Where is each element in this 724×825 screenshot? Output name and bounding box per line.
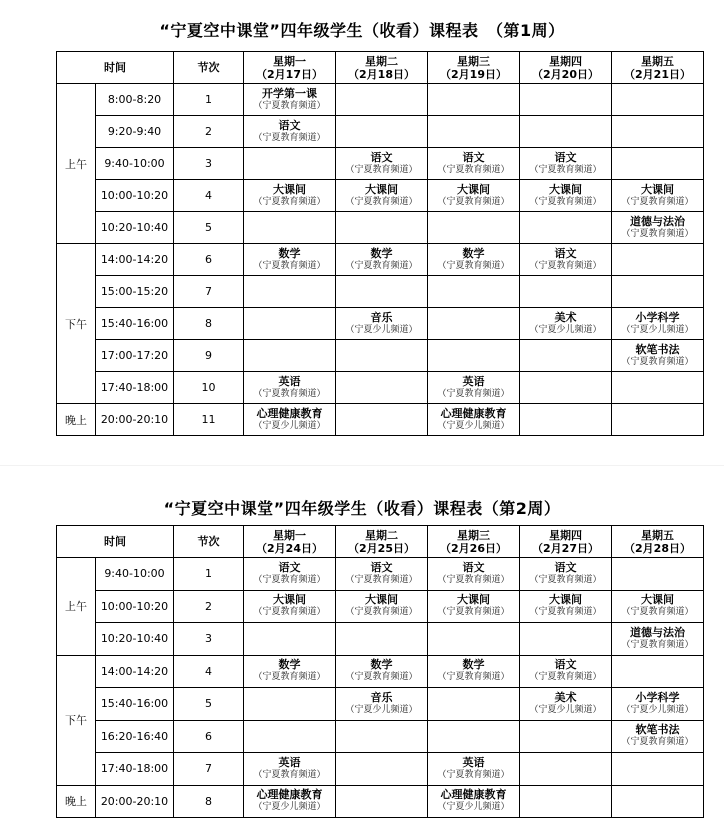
course-cell — [336, 308, 428, 340]
period-cell: 6 — [174, 720, 244, 753]
course-channel: （宁夏教育频道） — [253, 260, 326, 271]
session-label: 上午 — [57, 84, 96, 244]
day-date: （2月20日） — [532, 67, 599, 81]
week1-schedule-table — [56, 51, 704, 436]
course-channel: （宁夏教育频道） — [345, 574, 418, 585]
course-subject: 心理健康教育 — [440, 788, 507, 802]
course-subject: 心理健康教育 — [440, 406, 507, 420]
course-cell — [336, 720, 428, 753]
section-divider — [0, 465, 724, 466]
day-date: （2月21日） — [624, 67, 691, 81]
course-cell — [520, 84, 612, 116]
day-header — [520, 526, 612, 558]
course-channel: （宁夏教育频道） — [253, 769, 326, 780]
course-cell — [336, 340, 428, 372]
course-cell — [428, 655, 520, 688]
course-cell — [428, 688, 520, 721]
course-channel: （宁夏教育频道） — [253, 100, 326, 111]
course-subject: 数学 — [370, 246, 393, 260]
course-subject: 大课间 — [365, 182, 398, 196]
course-cell — [336, 276, 428, 308]
course-channel: （宁夏少儿频道） — [621, 324, 694, 335]
course-cell — [520, 340, 612, 372]
table-row — [57, 148, 704, 180]
course-cell — [428, 404, 520, 436]
course-subject: 软笔书法 — [635, 342, 680, 356]
course-channel: （宁夏教育频道） — [529, 574, 602, 585]
table-row — [57, 720, 704, 753]
day-header — [336, 52, 428, 84]
table-row — [57, 785, 704, 818]
course-cell — [244, 308, 336, 340]
course-cell — [428, 84, 520, 116]
course-subject: 英语 — [278, 755, 301, 769]
course-cell — [520, 244, 612, 276]
course-cell — [612, 244, 704, 276]
course-channel: （宁夏教育频道） — [253, 132, 326, 143]
course-cell — [244, 558, 336, 591]
course-cell — [428, 785, 520, 818]
course-cell — [428, 244, 520, 276]
course-cell — [428, 623, 520, 656]
course-subject: 语文 — [554, 150, 577, 164]
course-subject: 道德与法治 — [630, 625, 685, 639]
course-channel: （宁夏少儿频道） — [345, 704, 418, 715]
time-cell: 17:40-18:00 — [96, 753, 174, 786]
time-cell: 8:00-8:20 — [96, 84, 174, 116]
period-cell: 11 — [174, 404, 244, 436]
course-cell — [336, 753, 428, 786]
header-row — [57, 52, 704, 84]
period-cell: 4 — [174, 655, 244, 688]
table-row — [57, 212, 704, 244]
course-subject: 语文 — [554, 246, 577, 260]
course-cell — [244, 623, 336, 656]
day-name: 星期一 — [273, 528, 306, 542]
table-row — [57, 404, 704, 436]
period-cell: 5 — [174, 688, 244, 721]
course-cell — [244, 148, 336, 180]
table-row — [57, 276, 704, 308]
course-channel: （宁夏教育频道） — [345, 607, 418, 618]
day-header — [612, 52, 704, 84]
course-cell — [612, 785, 704, 818]
course-cell — [428, 212, 520, 244]
course-subject: 语文 — [370, 150, 393, 164]
course-channel: （宁夏教育频道） — [621, 737, 694, 748]
course-cell — [336, 655, 428, 688]
course-channel: （宁夏少儿频道） — [345, 324, 418, 335]
course-channel: （宁夏少儿频道） — [621, 704, 694, 715]
table-row — [57, 180, 704, 212]
period-cell: 5 — [174, 212, 244, 244]
course-channel: （宁夏教育频道） — [529, 672, 602, 683]
day-date: （2月27日） — [532, 541, 599, 555]
course-cell — [336, 785, 428, 818]
day-header — [244, 52, 336, 84]
course-cell — [612, 372, 704, 404]
course-cell — [612, 720, 704, 753]
course-cell — [428, 753, 520, 786]
course-subject: 数学 — [370, 658, 393, 672]
day-date: （2月18日） — [348, 67, 415, 81]
day-header — [336, 526, 428, 558]
course-cell — [244, 688, 336, 721]
course-cell — [428, 180, 520, 212]
day-name: 星期二 — [365, 528, 398, 542]
period-cell: 4 — [174, 180, 244, 212]
time-cell: 15:00-15:20 — [96, 276, 174, 308]
course-cell — [244, 180, 336, 212]
period-header: 节次 — [174, 52, 244, 84]
course-cell — [612, 180, 704, 212]
session-label: 上午 — [57, 558, 96, 656]
period-cell: 8 — [174, 785, 244, 818]
course-channel: （宁夏教育频道） — [345, 260, 418, 271]
time-cell: 15:40-16:00 — [96, 308, 174, 340]
course-channel: （宁夏教育频道） — [621, 607, 694, 618]
course-cell — [336, 372, 428, 404]
day-date: （2月28日） — [624, 541, 691, 555]
day-name: 星期四 — [549, 54, 582, 68]
course-cell — [428, 276, 520, 308]
day-date: （2月26日） — [440, 541, 507, 555]
course-channel: （宁夏教育频道） — [345, 672, 418, 683]
time-cell: 9:20-9:40 — [96, 116, 174, 148]
course-cell — [336, 148, 428, 180]
day-header — [244, 526, 336, 558]
course-subject: 道德与法治 — [630, 214, 685, 228]
period-cell: 6 — [174, 244, 244, 276]
course-channel: （宁夏教育频道） — [621, 356, 694, 367]
week2-title: “宁夏空中课堂”四年级学生（收看）课程表（第2周） — [163, 499, 561, 518]
course-cell — [520, 308, 612, 340]
course-cell — [244, 244, 336, 276]
header-row — [57, 526, 704, 558]
period-cell: 9 — [174, 340, 244, 372]
table-row — [57, 558, 704, 591]
course-cell — [520, 212, 612, 244]
course-channel: （宁夏教育频道） — [437, 164, 510, 175]
course-subject: 音乐 — [370, 310, 393, 324]
time-cell: 10:00-10:20 — [96, 590, 174, 623]
course-cell — [520, 720, 612, 753]
day-name: 星期三 — [457, 528, 490, 542]
course-channel: （宁夏教育频道） — [253, 672, 326, 683]
course-channel: （宁夏教育频道） — [621, 228, 694, 239]
course-channel: （宁夏少儿频道） — [253, 802, 326, 813]
course-channel: （宁夏教育频道） — [345, 196, 418, 207]
course-cell — [428, 148, 520, 180]
course-cell — [244, 116, 336, 148]
week2-schedule-table — [56, 525, 704, 818]
course-cell — [244, 753, 336, 786]
course-subject: 大课间 — [457, 182, 490, 196]
day-date: （2月25日） — [348, 541, 415, 555]
time-header: 时间 — [57, 52, 174, 84]
course-cell — [244, 212, 336, 244]
course-cell — [520, 558, 612, 591]
period-cell: 7 — [174, 753, 244, 786]
session-label: 下午 — [57, 244, 96, 404]
course-cell — [336, 590, 428, 623]
session-label: 晚上 — [57, 404, 96, 436]
course-channel: （宁夏少儿频道） — [437, 802, 510, 813]
session-label: 下午 — [57, 655, 96, 785]
period-cell: 8 — [174, 308, 244, 340]
course-cell — [520, 785, 612, 818]
course-subject: 大课间 — [457, 593, 490, 607]
course-subject: 音乐 — [370, 690, 393, 704]
table-row — [57, 372, 704, 404]
course-cell — [428, 116, 520, 148]
course-subject: 美术 — [554, 690, 577, 704]
course-subject: 数学 — [278, 658, 301, 672]
table-row — [57, 753, 704, 786]
course-cell — [612, 116, 704, 148]
course-cell — [520, 276, 612, 308]
course-cell — [520, 180, 612, 212]
time-cell: 10:00-10:20 — [96, 180, 174, 212]
course-channel: （宁夏教育频道） — [621, 639, 694, 650]
course-subject: 心理健康教育 — [256, 406, 323, 420]
course-subject: 开学第一课 — [262, 86, 317, 100]
time-cell: 20:00-20:10 — [96, 785, 174, 818]
day-date: （2月19日） — [440, 67, 507, 81]
week1-title: “宁夏空中课堂”四年级学生（收看）课程表 （第1周） — [159, 21, 565, 40]
course-channel: （宁夏教育频道） — [529, 164, 602, 175]
course-cell — [336, 623, 428, 656]
course-channel: （宁夏教育频道） — [529, 607, 602, 618]
course-cell — [244, 785, 336, 818]
course-subject: 语文 — [462, 560, 485, 574]
course-channel: （宁夏教育频道） — [621, 196, 694, 207]
time-cell: 17:40-18:00 — [96, 372, 174, 404]
course-cell — [612, 753, 704, 786]
time-cell: 9:40-10:00 — [96, 558, 174, 591]
course-subject: 语文 — [554, 658, 577, 672]
course-channel: （宁夏教育频道） — [437, 196, 510, 207]
course-cell — [612, 623, 704, 656]
course-channel: （宁夏教育频道） — [437, 672, 510, 683]
time-cell: 20:00-20:10 — [96, 404, 174, 436]
course-cell — [612, 590, 704, 623]
table-row — [57, 84, 704, 116]
period-cell: 10 — [174, 372, 244, 404]
course-cell — [336, 212, 428, 244]
table-row — [57, 308, 704, 340]
table-row — [57, 244, 704, 276]
time-cell: 10:20-10:40 — [96, 212, 174, 244]
course-cell — [520, 404, 612, 436]
course-cell — [336, 688, 428, 721]
period-cell: 3 — [174, 148, 244, 180]
time-cell: 14:00-14:20 — [96, 655, 174, 688]
day-name: 星期四 — [549, 528, 582, 542]
day-name: 星期一 — [273, 54, 306, 68]
course-cell — [520, 753, 612, 786]
time-header: 时间 — [57, 526, 174, 558]
course-channel: （宁夏教育频道） — [345, 164, 418, 175]
course-subject: 大课间 — [641, 182, 674, 196]
course-channel: （宁夏少儿频道） — [437, 420, 510, 431]
period-cell: 3 — [174, 623, 244, 656]
course-cell — [428, 308, 520, 340]
period-header: 节次 — [174, 526, 244, 558]
course-subject: 大课间 — [549, 182, 582, 196]
course-subject: 小学科学 — [635, 310, 680, 324]
course-cell — [612, 404, 704, 436]
course-subject: 大课间 — [549, 593, 582, 607]
course-cell — [244, 590, 336, 623]
course-subject: 数学 — [462, 658, 485, 672]
course-subject: 语文 — [554, 560, 577, 574]
course-cell — [428, 558, 520, 591]
course-subject: 语文 — [278, 118, 301, 132]
course-subject: 美术 — [554, 310, 577, 324]
course-subject: 语文 — [370, 560, 393, 574]
day-header — [612, 526, 704, 558]
course-channel: （宁夏教育频道） — [437, 607, 510, 618]
course-subject: 大课间 — [273, 593, 306, 607]
course-cell — [612, 276, 704, 308]
course-cell — [520, 623, 612, 656]
course-channel: （宁夏少儿频道） — [529, 704, 602, 715]
table-row — [57, 590, 704, 623]
course-cell — [244, 404, 336, 436]
course-channel: （宁夏教育频道） — [437, 574, 510, 585]
course-cell — [520, 590, 612, 623]
course-subject: 英语 — [278, 374, 301, 388]
course-cell — [520, 655, 612, 688]
course-cell — [244, 340, 336, 372]
session-label: 晚上 — [57, 785, 96, 818]
course-cell — [612, 148, 704, 180]
day-name: 星期五 — [641, 54, 674, 68]
course-channel: （宁夏教育频道） — [253, 607, 326, 618]
course-subject: 小学科学 — [635, 690, 680, 704]
course-channel: （宁夏教育频道） — [529, 260, 602, 271]
course-cell — [336, 404, 428, 436]
course-subject: 大课间 — [641, 593, 674, 607]
course-subject: 数学 — [462, 246, 485, 260]
course-channel: （宁夏教育频道） — [437, 769, 510, 780]
course-cell — [428, 720, 520, 753]
course-subject: 英语 — [462, 374, 485, 388]
course-subject: 大课间 — [365, 593, 398, 607]
course-cell — [244, 84, 336, 116]
course-channel: （宁夏少儿频道） — [253, 420, 326, 431]
course-channel: （宁夏教育频道） — [253, 388, 326, 399]
course-subject: 语文 — [278, 560, 301, 574]
day-header — [428, 526, 520, 558]
course-subject: 软笔书法 — [635, 723, 680, 737]
day-date: （2月24日） — [256, 541, 323, 555]
course-cell — [612, 84, 704, 116]
course-cell — [612, 558, 704, 591]
course-cell — [428, 372, 520, 404]
course-cell — [612, 340, 704, 372]
course-cell — [520, 688, 612, 721]
course-subject: 英语 — [462, 755, 485, 769]
time-cell: 15:40-16:00 — [96, 688, 174, 721]
day-name: 星期三 — [457, 54, 490, 68]
day-header — [520, 52, 612, 84]
course-cell — [336, 244, 428, 276]
course-channel: （宁夏教育频道） — [253, 574, 326, 585]
table-row — [57, 340, 704, 372]
period-cell: 1 — [174, 84, 244, 116]
day-name: 星期二 — [365, 54, 398, 68]
course-subject: 心理健康教育 — [256, 788, 323, 802]
course-subject: 语文 — [462, 150, 485, 164]
period-cell: 7 — [174, 276, 244, 308]
course-cell — [336, 84, 428, 116]
table-row — [57, 688, 704, 721]
course-cell — [520, 148, 612, 180]
time-cell: 17:00-17:20 — [96, 340, 174, 372]
course-cell — [428, 340, 520, 372]
table-row — [57, 116, 704, 148]
course-cell — [520, 372, 612, 404]
period-cell: 2 — [174, 116, 244, 148]
course-cell — [244, 276, 336, 308]
course-channel: （宁夏教育频道） — [529, 196, 602, 207]
course-cell — [336, 180, 428, 212]
course-cell — [612, 688, 704, 721]
course-cell — [244, 372, 336, 404]
course-cell — [336, 558, 428, 591]
course-cell — [244, 720, 336, 753]
course-cell — [244, 655, 336, 688]
course-channel: （宁夏教育频道） — [437, 388, 510, 399]
course-cell — [428, 590, 520, 623]
course-cell — [612, 655, 704, 688]
course-subject: 数学 — [278, 246, 301, 260]
time-cell: 10:20-10:40 — [96, 623, 174, 656]
course-cell — [336, 116, 428, 148]
table-row — [57, 655, 704, 688]
table-row — [57, 623, 704, 656]
time-cell: 16:20-16:40 — [96, 720, 174, 753]
course-channel: （宁夏教育频道） — [253, 196, 326, 207]
course-cell — [520, 116, 612, 148]
time-cell: 9:40-10:00 — [96, 148, 174, 180]
day-date: （2月17日） — [256, 67, 323, 81]
period-cell: 2 — [174, 590, 244, 623]
day-header — [428, 52, 520, 84]
course-cell — [612, 212, 704, 244]
course-cell — [612, 308, 704, 340]
course-subject: 大课间 — [273, 182, 306, 196]
course-channel: （宁夏少儿频道） — [529, 324, 602, 335]
time-cell: 14:00-14:20 — [96, 244, 174, 276]
day-name: 星期五 — [641, 528, 674, 542]
period-cell: 1 — [174, 558, 244, 591]
course-channel: （宁夏教育频道） — [437, 260, 510, 271]
